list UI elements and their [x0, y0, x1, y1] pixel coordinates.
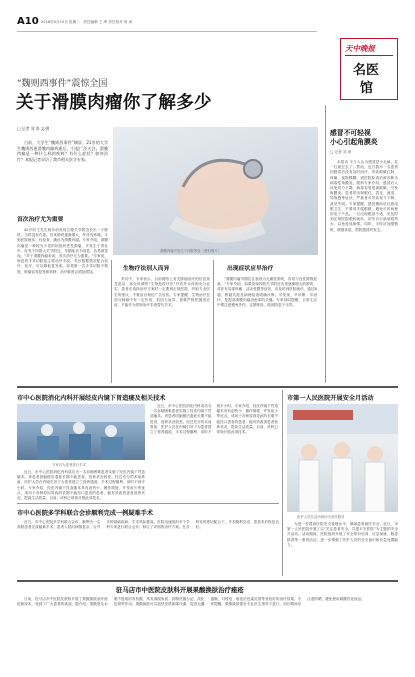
lead-section1-paragraph: 42岁的王先生两年前发现左膝关节附近长出一个肿块，当时没有在意。后来肿块逐渐增大，并伴有疼痛，才到医院就诊。经检查，确诊为滑膜肉瘤。专家介绍，滑膜肉瘤是一种较为少见的软组织恶性肿瘤，多发生于青壮年，好发于四肢大关节附近，早期症状不明显，容易被忽视。“对于滑膜肉瘤来说，首次治疗尤为重要。”专家说，规范的手术切除是主要治疗手段，术后根据情况配合放疗、化疗，可以降低复发率。如果第一次手术切除不彻底，肿瘤容易复发和转移，治疗难度会明显增加。	[17, 228, 108, 274]
story-rule-vertical	[282, 390, 283, 576]
stethoscope-hand-illustration	[113, 127, 318, 255]
story4-text	[287, 522, 398, 576]
lead-kicker: “魏则西事件”震惊全国	[17, 79, 108, 89]
lead-photo-caption: 滑膜肉瘤可发生于四肢等处（资料图片）	[160, 249, 222, 253]
story5-text	[17, 597, 398, 659]
sidebar-title-line1: 感冒不可轻视	[330, 129, 371, 137]
lead-intro	[17, 140, 108, 208]
mid-divider	[17, 386, 398, 388]
lead-section1-title: 首次治疗尤为重要	[17, 217, 64, 223]
sidebar-paragraph: 本报讯 不少人认为感冒是小毛病，扛一扛就过去了。然而，近日我市一名患者因感冒后没有及时治疗，导致眼睛红肿、疼痛、视物模糊，到医院检查后被诊断为病毒性角膜炎。眼科专家介绍，感冒后人体免疫力下降，病毒容易侵袭眼睛，引发角膜炎。患者常出现眼红、畏光、流泪、异物感等症状，严重者可导致视力下降，甚至失明。专家提醒，感冒期间应注意用眼卫生，不要用手揉眼睛，避免长时间使用电子产品。一旦出现眼部不适，应及时到正规医院眼科就诊，切勿自行滴用眼药水，以免延误病情。同时，平时应加强锻炼，增强体质，预防感冒的发生。	[330, 160, 398, 232]
story4-title: 市第一人民医院开展安全月活动	[287, 395, 374, 402]
lead-col2-title: 生物疗法别人而异	[123, 266, 170, 272]
story5-paragraph: 日前，驻马店市中医院皮肤科开展了果酸换肤治疗痤疮新技术，受到了广大患者的欢迎。据介绍，果酸是从水果中提取的有机酸，具有剥脱角质、抑制皮脂分泌、淡化色斑等作用。果酸换肤可以加快皮肤新陈代谢，促进毛囊通畅，对痤疮、痤疮后色素沉着等有较好的治疗效果。专家提醒，果酸换肤需在专业医生指导下进行，治疗期间应注意防晒，避免使用刺激性化妆品。	[17, 597, 365, 607]
lead-col3-text	[217, 277, 317, 383]
story2-photo	[17, 404, 145, 460]
story5-top-rule	[17, 580, 398, 582]
section-masthead	[340, 38, 398, 100]
lead-col3-paragraph: “滑膜肉瘤早期往往表现为无痛性肿块，容易与良性肿物混淆。”专家介绍，如果发现四肢关节附近出现逐渐增大的肿块，或伴有局部疼痛、活动受限等症状，应及时到医院就诊，通过B超、核磁共振及病理检查明确诊断。早发现、早诊断、早治疗，是提高滑膜肉瘤治愈率的关键。专家同时提醒，日常生活中要注意避免外伤，定期体检，做到防患于未然。	[217, 277, 317, 308]
page-header	[17, 13, 398, 33]
nurses-group-illustration	[287, 404, 398, 512]
sidebar-byline: □ 记者 刘 涛	[330, 150, 352, 154]
story4-paragraph: 为进一步提高医院安全管理水平，保障患者就医安全，近日，市第一人民医院开展了以“关注患者安全，共建平安医院”为主题的安全月活动。活动期间，医院组织开展了安全知识培训、应急演练、隐患排查等一系列活动，进一步增强了医护人员的安全意识和应急处置能力。	[287, 522, 398, 547]
lead-headline: 关于滑膜肉瘤你了解多少	[16, 93, 212, 113]
lead-col3-title: 出现症状应早治疗	[227, 266, 274, 272]
story2-text-cols	[150, 404, 278, 500]
lead-photo	[113, 127, 318, 255]
header-rule	[17, 31, 317, 32]
lead-col2-text	[114, 277, 210, 383]
story5-title: 驻马店市中医院皮肤科开展果酸换肤治疗痤疮	[116, 586, 244, 594]
story3-paragraph: 近日，市中心医院多学科联合会诊，顺利为一名高龄患者完成疑难手术。患者入院时病情复杂，合并多种基础疾病，手术风险极高。医院迅速组织多个学科专家进行联合会诊，制订了详细的治疗方案。在各科室的密切配合下，手术顺利完成，患者术后恢复良好。	[17, 520, 279, 530]
paper-name: 天中晚报	[345, 44, 375, 53]
sidebar-rule	[325, 105, 326, 383]
lead-section1-text	[17, 228, 108, 383]
column-rule-2	[213, 260, 214, 383]
story4-photo-caption: 医护人员在活动现场为市民服务	[297, 515, 345, 519]
lead-col2-paragraph: 采访中，专家表示，目前网络上有关肿瘤治疗的信息鱼龙混杂，部分所谓的“生物免疫疗法”疗效并未得到充分证实，患者在选择治疗方案时一定要到正规医院，听取专业医生的建议，不要盲目相信广告宣传。专家提醒，生物治疗在部分肿瘤中有一定作用，但因人而异，需要严格把握适应症，不能作为常规治疗手段替代手术。	[114, 277, 210, 308]
story2-paragraph-b: 近日，市中心医院消化内科成功为一名吞咽困难患者实施了经皮内镜下胃造瘘术。该患者因脑梗后遗症长期不能进食，营养状况较差。经过充分的术前准备，医护人员在内镜引导下为患者建立了营养通道，手术过程顺利，用时不到半小时。专家介绍，经皮内镜下胃造瘘术具有创伤小、操作简便、并发症少等优点，适用于各种原因导致的长期不能经口进食的患者，能有效改善患者营养状况，提高生活质量。目前，该科已常规开展此项技术。	[150, 404, 278, 435]
lead-section1-title-box	[17, 213, 108, 223]
story3-top-rule	[17, 503, 279, 504]
story2-title: 市中心医院消化内科开展经皮内镜下胃造瘘及相关技术	[17, 395, 166, 402]
story2-photo-caption: 专家们为患者进行手术	[52, 463, 86, 467]
section-name-line2: 馆	[360, 81, 374, 96]
story2-text	[17, 470, 145, 500]
masthead-rule	[345, 55, 393, 56]
sidebar-title-block	[330, 129, 398, 147]
lead-byline: □ 记者 刘 涛 文/图	[17, 126, 50, 131]
story3-text	[17, 520, 279, 576]
page-number: A10	[17, 16, 39, 27]
lead-intro-text: 日前，大学生“魏则西事件”刷屏，21岁的大学生魏则西患滑膜肉瘤病逝后，引起广泛关注。滑膜肉瘤是一种什么样的疾病？有什么症状？如何治疗？本报记者采访了我市相关医学专家。	[17, 140, 108, 162]
story3-title: 市中心医院多学科联合会诊顺利完成一例疑难手术	[17, 510, 154, 517]
surgery-team-illustration	[17, 404, 145, 460]
story2-paragraph-a: 近日，市中心医院消化内科成功为一名吞咽困难患者实施了经皮内镜下胃造瘘术。该患者因脑梗后遗症长期不能进食，营养状况较差。经过充分的术前准备，医护人员在内镜引导下为患者建立了营养通道，手术过程顺利，用时不到半小时。专家介绍，经皮内镜下胃造瘘术具有创伤小、操作简便、并发症少等优点，适用于各种原因导致的长期不能经口进食的患者，能有效改善患者营养状况，提高生活质量。目前，该科已常规开展此项技术。	[17, 470, 145, 500]
header-info: 2016年5月10日 星期二 责任编辑 王 琦 责任校对 何 涛	[41, 20, 133, 24]
sidebar-title-line2: 小心引起角膜炎	[330, 138, 378, 146]
sidebar-text	[330, 160, 398, 382]
column-rule-1	[111, 260, 112, 383]
section-name-line1: 名医	[353, 63, 380, 78]
story4-photo	[287, 404, 398, 512]
